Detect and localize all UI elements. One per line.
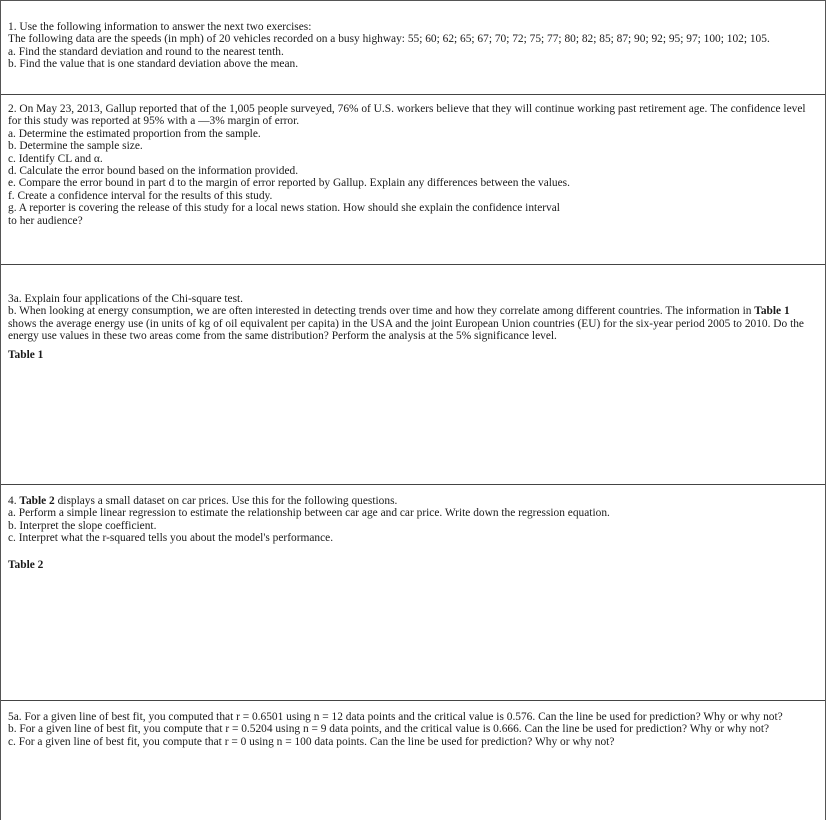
q4-intro <box>8 495 817 507</box>
q3-part-a: 3a. Explain four applications of the Chi-square test. <box>8 293 244 305</box>
q1-part-a: a. Find the standard deviation and round to the nearest tenth. <box>8 45 284 58</box>
question-3-cell <box>1 265 825 485</box>
q4-part-b: b. Interpret the slope coefficient. <box>8 519 157 532</box>
q2-intro: 2. On May 23, 2013, Gallup reported that of the 1,005 people surveyed, 76% of U.S. workers believe that they will continue working past retirement age. The confidence level for this study was reported at 95% with a —3% margin of error. <box>8 103 806 128</box>
question-2-cell <box>1 95 825 265</box>
q3-b-table-ref: Table 1 <box>754 305 790 318</box>
q2-part-g: g. A reporter is covering the release of this study for a local news station. How should she explain the confidence interval to her audience? <box>8 202 560 227</box>
q4-part-a: a. Perform a simple linear regression to estimate the relationship between car age and car price. Write down the regression equation. <box>8 507 610 520</box>
q4-table-ref: Table 2 <box>19 495 55 507</box>
q1-part-b: b. Find the value that is one standard deviation above the mean. <box>8 58 299 71</box>
table-2-label: Table 2 <box>8 558 44 571</box>
q5-part-a: 5a. For a given line of best fit, you computed that r = 0.6501 using n = 12 data points and the critical value is 0.576. Can the line be used for prediction? Why or why not? <box>8 711 783 723</box>
q4-number: 4. <box>8 495 20 507</box>
question-4-cell <box>1 485 825 701</box>
q2-part-f: f. Create a confidence interval for the results of this study. <box>8 189 273 202</box>
q1-intro: 1. Use the following information to answer the next two exercises: <box>8 21 312 33</box>
q2-part-c: c. Identify CL and α. <box>8 152 103 165</box>
question-1-cell <box>1 1 825 95</box>
question-5-cell <box>1 701 825 821</box>
q5-part-b: b. For a given line of best fit, you compute that r = 0.5204 using n = 9 data points, and the critical value is 0.666. Can the line be used for prediction? Why or why not? <box>8 723 770 736</box>
q2-part-e: e. Compare the error bound in part d to the margin of error reported by Gallup. Explain any differences between the values. <box>8 177 570 190</box>
q5-part-c: c. For a given line of best fit, you compute that r = 0 using n = 100 data points. Can the line be used for prediction? Why or why not? <box>8 735 615 748</box>
q3-b-text-rest: shows the average energy use (in units of kg of oil equivalent per capita) in the USA and the joint European Union countries (EU) for the six-year period 2005 to 2010. Do the energy use values in these two areas come from the same distribution? Perform the analysis at the 5% significance level. <box>8 317 804 343</box>
q2-part-a: a. Determine the estimated proportion from the sample. <box>8 127 261 140</box>
q3-b-text: b. When looking at energy consumption, we are often interested in detecting trends over time and how they correlate among different countries. The information in <box>8 305 755 318</box>
q4-intro-text: displays a small dataset on car prices. Use this for the following questions. <box>54 495 398 507</box>
q2-part-d: d. Calculate the error bound based on the information provided. <box>8 165 299 178</box>
q1-data: The following data are the speeds (in mph) of 20 vehicles recorded on a busy highway: 55; 60; 62; 65; 67; 70; 72; 75; 77; 80; 82; 85; 87; 90; 92; 95; 97; 100; 102; 105. <box>8 33 770 46</box>
q4-part-c: c. Interpret what the r-squared tells you about the model's performance. <box>8 532 334 545</box>
q2-part-b: b. Determine the sample size. <box>8 140 143 153</box>
q3-part-b <box>8 305 817 342</box>
table-1-label: Table 1 <box>8 348 44 361</box>
